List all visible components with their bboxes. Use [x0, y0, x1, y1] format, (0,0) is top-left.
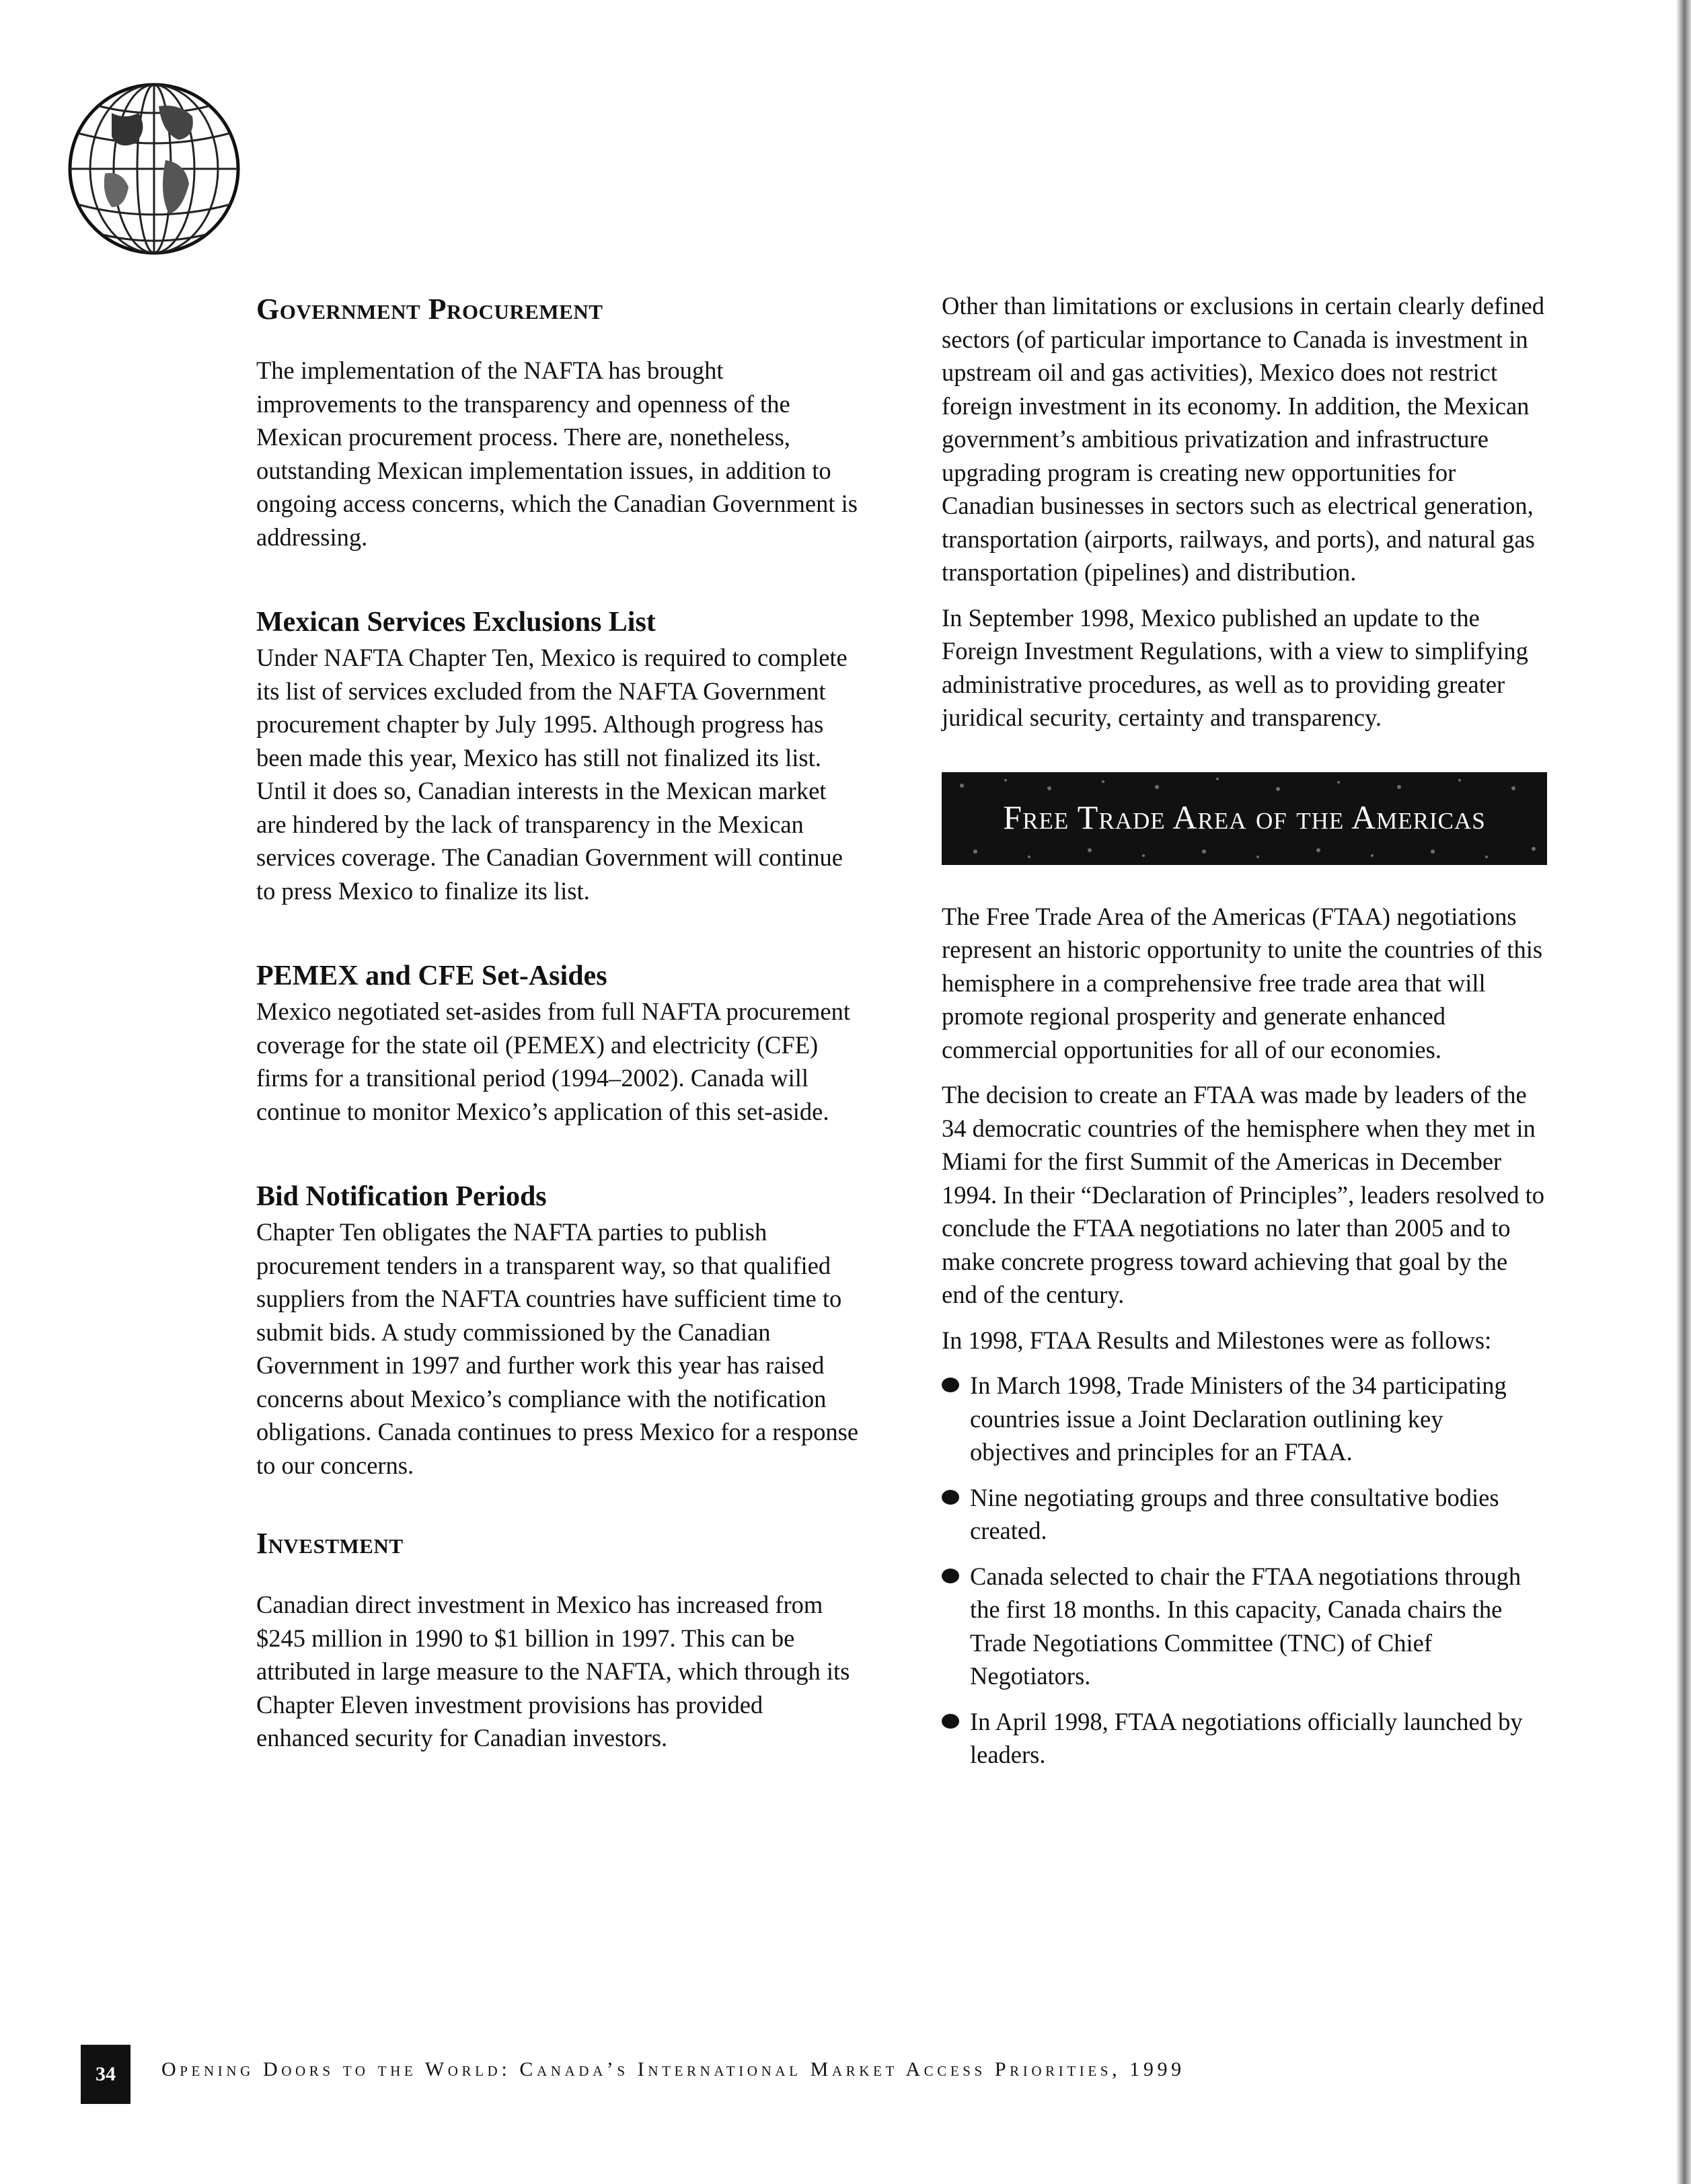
page-number: 34 — [81, 2045, 130, 2104]
bullet-icon — [942, 1490, 959, 1505]
list-item: Canada selected to chair the FTAA negotiations through the first 18 months. In this capacity, Canada chairs the Trade Negotiations Committee (TNC) of Chief Negotiators. — [942, 1560, 1547, 1693]
bullet-icon — [942, 1714, 959, 1729]
subheading-bid-notification: Bid Notification Periods — [256, 1181, 547, 1212]
para-results: In 1998, FTAA Results and Milestones were as follows: — [942, 1326, 1492, 1354]
para-pemex: Mexico negotiated set-asides from full NAFTA procurement coverage for the state oil (PEMEX) and electricity (CFE) firms for a transitional period (1994–2002). Canada will continue to monitor Mexico’s application of this set-aside. — [256, 997, 850, 1125]
subheading-services-exclusions: Mexican Services Exclusions List — [256, 607, 656, 638]
ftaa-heading-banner — [942, 772, 1547, 865]
heading-investment: Investment — [256, 1527, 404, 1560]
heading-government-procurement: Government Procurement — [256, 293, 603, 326]
ftaa-heading: Free Trade Area of the Americas — [1003, 798, 1486, 836]
para-bid: Chapter Ten obligates the NAFTA parties to publish procurement tenders in a transparent way, so that qualified suppliers from the NAFTA countries have sufficient time to submit bids. A study commissioned by the Canadian Government in 1997 and further work this year has raised concerns about Mexico’s compliance with the notification obligations. Canada continues to press Mexico for a response to our concerns. — [256, 1218, 859, 1479]
para-ftaa: The Free Trade Area of the Americas (FTAA) negotiations represent an historic opportunity to unite the countries of this hemisphere in a comprehensive free trade area that will promote regional prosperity and generate enhanced commercial opportunities for all of our economies. — [942, 902, 1543, 1063]
para-september: In September 1998, Mexico published an update to the Foreign Investment Regulations, with a view to simplifying administrative procedures, as well as to providing greater juridical security, certainty and transparency. — [942, 603, 1528, 731]
milestones-list — [942, 1369, 1547, 1772]
para-investment: Canadian direct investment in Mexico has increased from $245 million in 1990 to $1 billion in 1997. This can be attributed in large measure to the NAFTA, which through its Chapter Eleven investment provisions has provided enhanced security for Canadian investors. — [256, 1591, 850, 1752]
bullet-icon — [942, 1378, 959, 1392]
subheading-pemex: PEMEX and CFE Set-Asides — [256, 961, 607, 991]
list-item: In March 1998, Trade Ministers of the 34 participating countries issue a Joint Declaration outlining key objectives and principles for an FTAA. — [942, 1369, 1547, 1469]
running-footer: Opening Doors to the World: Canada’s International Market Access Priorities, 1999 — [161, 2058, 1185, 2080]
list-item: Nine negotiating groups and three consultative bodies created. — [942, 1481, 1547, 1548]
list-item: In April 1998, FTAA negotiations officially launched by leaders. — [942, 1705, 1547, 1772]
bullet-icon — [942, 1569, 959, 1583]
para-decision: The decision to create an FTAA was made by leaders of the 34 democratic countries of the hemisphere when they met in Miami for the first Summit of the Americas in December 1994. In their “Declaration of Principles”, leaders resolved to conclude the FTAA negotiations no later than 2005 and to make concrete progress toward achieving that goal by the end of the century. — [942, 1081, 1544, 1308]
para-services: Under NAFTA Chapter Ten, Mexico is required to complete its list of services excluded from the NAFTA Government procurement chapter by July 1995. Although progress has been made this year, Mexico has still not finalized its list. Until it does so, Canadian interests in the Mexican market are hindered by the lack of transparency in the Mexican services coverage. The Canadian Government will continue to press Mexico to finalize its list. — [256, 644, 848, 905]
para-other-than: Other than limitations or exclusions in certain clearly defined sectors (of particular importance to Canada is investment in upstream oil and gas activities), Mexico does not restrict foreign investment in its economy. In addition, the Mexican government’s ambitious privatization and infrastructure upgrading program is creating new opportunities for Canadian businesses in sectors such as electrical generation, transportation (airports, railways, and ports), and natural gas transportation (pipelines) and distribution. — [942, 292, 1544, 586]
para-procurement: The implementation of the NAFTA has brought improvements to the transparency and openness of the Mexican procurement process. There are, nonetheless, outstanding Mexican implementation issues, in addition to ongoing access concerns, which the Canadian Government is addressing. — [256, 356, 858, 551]
globe-icon — [65, 79, 243, 258]
left-column — [256, 289, 862, 1755]
scan-edge — [1676, 0, 1691, 2184]
right-column — [942, 289, 1547, 1772]
